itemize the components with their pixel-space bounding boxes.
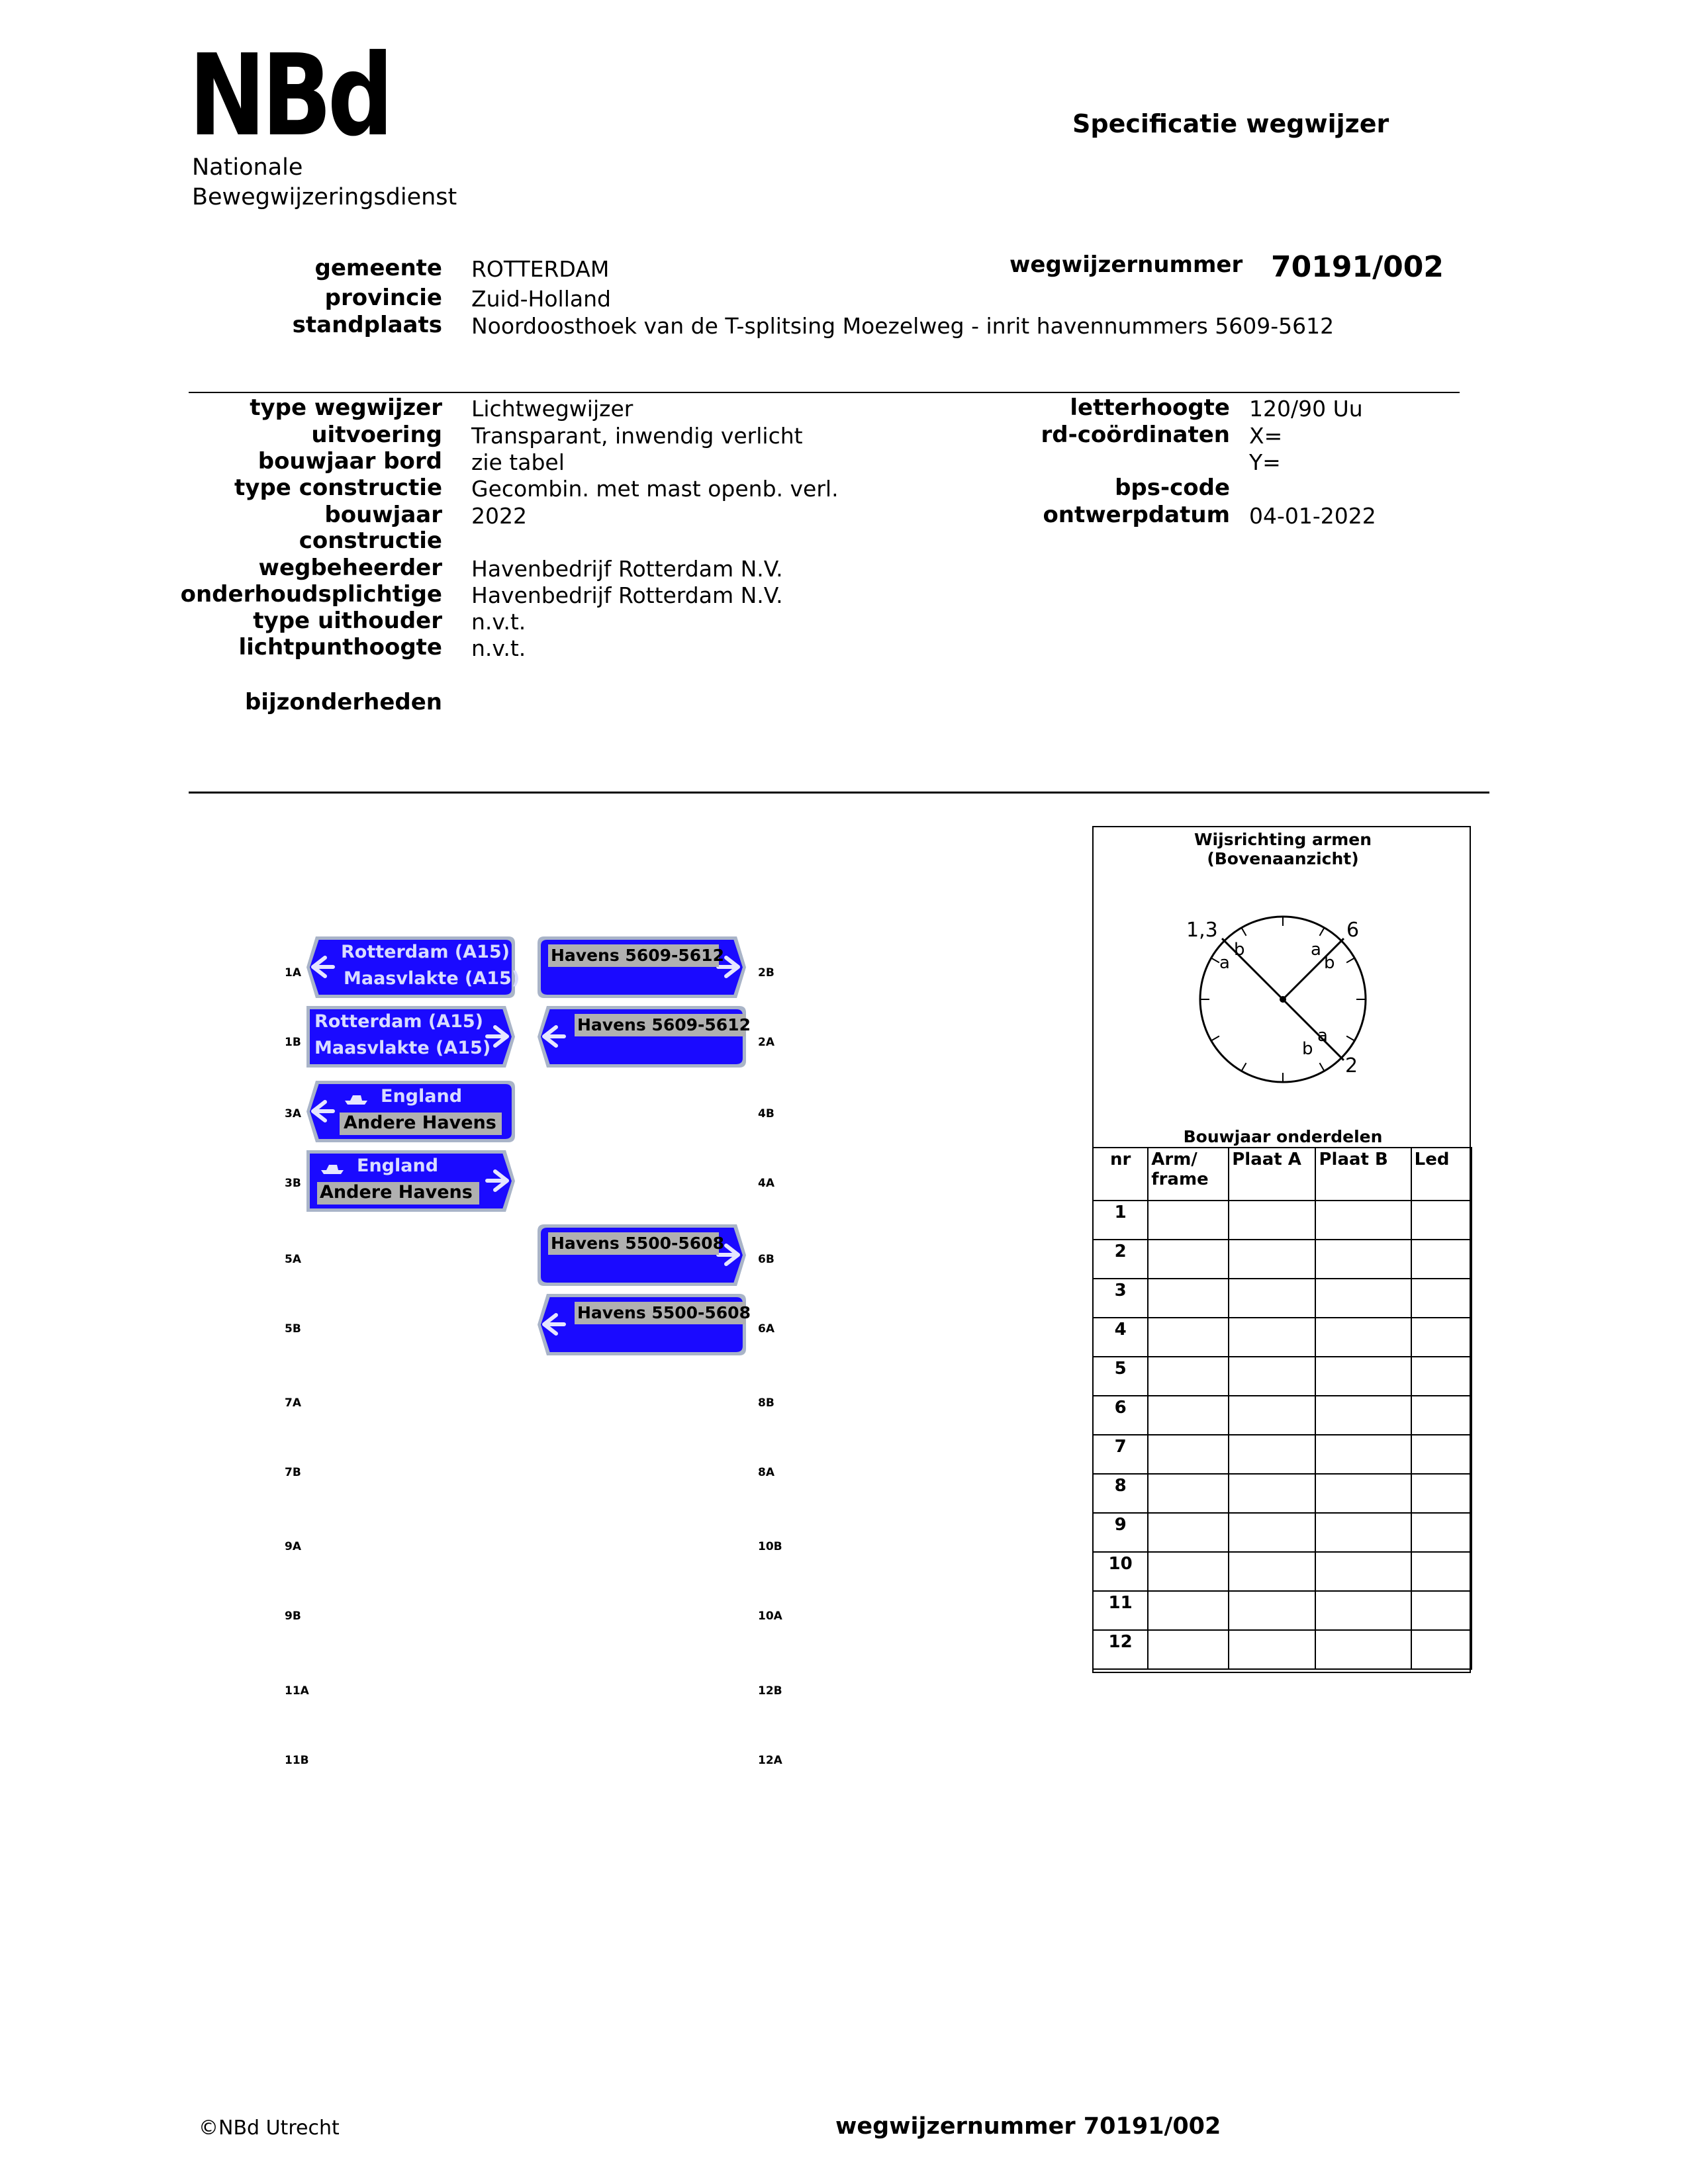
table-row — [1093, 1552, 1472, 1591]
sign-slot-label: 8A — [758, 1466, 774, 1479]
spec-label: onderhoudsplichtige — [180, 581, 442, 608]
provincie-value: Zuid-Holland — [471, 286, 611, 312]
sign-line-2: Andere Havens — [320, 1182, 473, 1203]
table-cell[interactable] — [1315, 1318, 1411, 1357]
sign-slot-label: 12B — [758, 1684, 782, 1698]
table-cell[interactable] — [1148, 1513, 1229, 1552]
table-cell[interactable] — [1148, 1279, 1229, 1318]
sign-slot-label: 12A — [758, 1754, 782, 1767]
table-cell[interactable] — [1148, 1396, 1229, 1435]
row-number: 8 — [1093, 1474, 1148, 1513]
sign-slot-label: 2A — [758, 1036, 774, 1049]
table-cell[interactable] — [1229, 1357, 1315, 1396]
spec-label: type wegwijzer — [250, 394, 442, 421]
table-cell[interactable] — [1315, 1201, 1411, 1240]
sign-slot-label: 4B — [758, 1107, 774, 1120]
table-header-cell: nr — [1093, 1148, 1148, 1201]
sign-line-1: Rotterdam (A15) — [314, 1011, 484, 1032]
table-header-cell: Plaat A — [1229, 1148, 1315, 1201]
panel-title-2: (Bovenaanzicht) — [1207, 849, 1359, 868]
spec-label: uitvoering — [311, 422, 442, 448]
arm-6-b: b — [1324, 953, 1335, 973]
sign-s6a — [538, 1294, 751, 1355]
spec-value: zie tabel — [471, 449, 565, 475]
sign-s3a — [306, 1081, 515, 1142]
sign-slot-label: 7A — [285, 1396, 301, 1410]
table-cell[interactable] — [1315, 1279, 1411, 1318]
spec-right-value: 04-01-2022 — [1249, 503, 1376, 529]
table-cell[interactable] — [1411, 1591, 1472, 1630]
spec-label: wegbeheerder — [258, 555, 442, 581]
sign-slot-label: 2B — [758, 966, 774, 979]
table-title: Bouwjaar onderdelen — [1183, 1127, 1383, 1146]
table-cell[interactable] — [1229, 1474, 1315, 1513]
spec-label: bouwjaar — [324, 502, 442, 528]
spec-value: Gecombin. met mast openb. verl. — [471, 476, 839, 502]
divider-bottom — [189, 792, 1489, 794]
table-row — [1093, 1357, 1472, 1396]
arm-2-b: b — [1302, 1039, 1313, 1059]
table-cell[interactable] — [1411, 1552, 1472, 1591]
table-cell[interactable] — [1229, 1201, 1315, 1240]
provincie-label: provincie — [324, 285, 442, 311]
table-cell[interactable] — [1229, 1279, 1315, 1318]
table-row — [1093, 1279, 1472, 1318]
arm-label-6: 6 — [1346, 919, 1360, 942]
sign-slot-label: 8B — [758, 1396, 774, 1410]
sign-line-1: England — [381, 1086, 463, 1107]
sign-slot-label: 6A — [758, 1322, 774, 1336]
gemeente-value: ROTTERDAM — [471, 256, 610, 282]
divider-top — [189, 392, 1460, 393]
table-cell[interactable] — [1229, 1318, 1315, 1357]
row-number: 1 — [1093, 1201, 1148, 1240]
spec-right-value: 120/90 Uu — [1249, 396, 1363, 422]
row-number: 9 — [1093, 1513, 1148, 1552]
table-cell[interactable] — [1148, 1591, 1229, 1630]
spec-right-label: rd-coördinaten — [1041, 422, 1230, 448]
table-cell[interactable] — [1229, 1396, 1315, 1435]
table-row — [1093, 1513, 1472, 1552]
sign-line-2: Andere Havens — [344, 1113, 496, 1133]
table-cell[interactable] — [1411, 1396, 1472, 1435]
sign-s3b — [306, 1150, 515, 1212]
footer-number: wegwijzernummer 70191/002 — [835, 2113, 1221, 2140]
table-cell[interactable] — [1148, 1474, 1229, 1513]
spec-label: constructie — [299, 527, 442, 554]
sign-slot-label: 11A — [285, 1684, 309, 1698]
document-title: Specificatie wegwijzer — [1072, 109, 1389, 138]
table-row — [1093, 1630, 1472, 1669]
sign-slot-label: 5B — [285, 1322, 301, 1336]
arm-label-1-3: 1,3 — [1186, 919, 1218, 942]
sign-slot-label: 3B — [285, 1177, 301, 1190]
row-number: 7 — [1093, 1435, 1148, 1474]
table-cell[interactable] — [1148, 1552, 1229, 1591]
sign-slot-label: 9B — [285, 1610, 301, 1623]
spec-label: bouwjaar bord — [258, 448, 442, 475]
bouwjaar-table — [1092, 1147, 1472, 1670]
standplaats-label: standplaats — [292, 312, 442, 338]
table-cell[interactable] — [1148, 1435, 1229, 1474]
table-row — [1093, 1396, 1472, 1435]
direction-diagram — [1094, 827, 1472, 1092]
sign-slot-label: 5A — [285, 1253, 301, 1266]
spec-right-label: letterhoogte — [1070, 394, 1230, 421]
table-cell[interactable] — [1229, 1435, 1315, 1474]
table-cell[interactable] — [1411, 1201, 1472, 1240]
table-row — [1093, 1318, 1472, 1357]
table-cell[interactable] — [1411, 1240, 1472, 1279]
table-cell[interactable] — [1315, 1513, 1411, 1552]
sign-s1a — [306, 936, 520, 998]
wegwijzernummer-value: 70191/002 — [1271, 250, 1444, 284]
row-number: 12 — [1093, 1630, 1148, 1669]
table-cell[interactable] — [1229, 1513, 1315, 1552]
table-cell[interactable] — [1411, 1279, 1472, 1318]
row-number: 2 — [1093, 1240, 1148, 1279]
arm-label-2: 2 — [1345, 1054, 1358, 1077]
wegwijzernummer-label: wegwijzernummer — [1009, 251, 1243, 278]
table-cell[interactable] — [1315, 1552, 1411, 1591]
logo-line-2: Bewegwijzeringsdienst — [192, 184, 457, 210]
table-cell[interactable] — [1148, 1201, 1229, 1240]
spec-label: lichtpunthoogte — [238, 634, 442, 660]
table-cell[interactable] — [1315, 1435, 1411, 1474]
sign-slot-label: 10B — [758, 1540, 782, 1553]
table-cell[interactable] — [1229, 1591, 1315, 1630]
standplaats-value: Noordoosthoek van de T-splitsing Moezelweg - inrit havennummers 5609-5612 — [471, 313, 1335, 339]
table-cell[interactable] — [1315, 1357, 1411, 1396]
table-cell[interactable] — [1148, 1318, 1229, 1357]
sign-slot-label: 4A — [758, 1177, 774, 1190]
table-row — [1093, 1201, 1472, 1240]
table-cell[interactable] — [1229, 1552, 1315, 1591]
table-cell[interactable] — [1411, 1357, 1472, 1396]
gemeente-label: gemeente — [314, 255, 442, 281]
sign-s2b — [538, 936, 746, 998]
sign-line-2: Maasvlakte (A15) — [314, 1038, 491, 1058]
table-cell[interactable] — [1411, 1513, 1472, 1552]
spec-value: n.v.t. — [471, 609, 526, 635]
row-number: 4 — [1093, 1318, 1148, 1357]
table-cell[interactable] — [1411, 1435, 1472, 1474]
spec-value: Havenbedrijf Rotterdam N.V. — [471, 582, 783, 608]
spec-right-value: X= — [1249, 423, 1283, 449]
arm-1-a: a — [1219, 953, 1230, 973]
table-cell[interactable] — [1315, 1630, 1411, 1669]
sign-line-1: Rotterdam (A15) — [341, 942, 510, 962]
sign-slot-label: 3A — [285, 1107, 301, 1120]
logo-line-1: Nationale — [192, 154, 303, 181]
footer-copyright: ©NBd Utrecht — [199, 2116, 340, 2140]
table-cell[interactable] — [1229, 1240, 1315, 1279]
sign-line-1: Havens 5500-5608 — [577, 1303, 751, 1322]
sign-s1b — [306, 1006, 515, 1068]
table-cell[interactable] — [1148, 1630, 1229, 1669]
sign-slot-label: 6B — [758, 1253, 774, 1266]
table-row — [1093, 1240, 1472, 1279]
table-cell[interactable] — [1411, 1630, 1472, 1669]
table-cell[interactable] — [1315, 1591, 1411, 1630]
sign-line-1: England — [357, 1156, 439, 1176]
table-cell[interactable] — [1148, 1357, 1229, 1396]
table-cell[interactable] — [1229, 1630, 1315, 1669]
spec-right-value: Y= — [1249, 449, 1281, 475]
spec-right-label: bps-code — [1115, 475, 1230, 501]
row-number: 5 — [1093, 1357, 1148, 1396]
table-cell[interactable] — [1148, 1240, 1229, 1279]
table-cell[interactable] — [1411, 1474, 1472, 1513]
sign-line-1: Havens 5609-5612 — [551, 946, 724, 965]
sign-s6b — [538, 1224, 746, 1286]
arm-6-a: a — [1311, 940, 1321, 960]
arm-1-b: b — [1234, 940, 1245, 960]
nbd-logo-mark: NBd — [189, 30, 390, 161]
bijzonderheden-label: bijzonderheden — [244, 689, 442, 715]
row-number: 3 — [1093, 1279, 1148, 1318]
table-cell[interactable] — [1411, 1318, 1472, 1357]
table-header-row — [1093, 1148, 1472, 1201]
row-number: 6 — [1093, 1396, 1148, 1435]
table-header-cell: Arm/ frame — [1148, 1148, 1229, 1201]
sign-s2a — [538, 1006, 751, 1068]
sign-slot-label: 7B — [285, 1466, 301, 1479]
row-number: 10 — [1093, 1552, 1148, 1591]
sign-slot-label: 9A — [285, 1540, 301, 1553]
table-header-cell: Plaat B — [1315, 1148, 1411, 1201]
sign-slot-label: 1A — [285, 966, 301, 979]
table-row — [1093, 1474, 1472, 1513]
spec-value: 2022 — [471, 503, 527, 529]
sign-slot-label: 10A — [758, 1610, 782, 1623]
spec-label: type uithouder — [253, 608, 442, 634]
table-row — [1093, 1591, 1472, 1630]
sign-line-1: Havens 5609-5612 — [577, 1015, 751, 1034]
spec-value: n.v.t. — [471, 635, 526, 661]
spec-label: type constructie — [234, 475, 442, 501]
table-cell[interactable] — [1315, 1240, 1411, 1279]
compass-circle — [1200, 917, 1366, 1082]
spec-value: Havenbedrijf Rotterdam N.V. — [471, 556, 783, 582]
spec-value: Lichtwegwijzer — [471, 396, 633, 422]
table-cell[interactable] — [1315, 1396, 1411, 1435]
sign-slot-label: 1B — [285, 1036, 301, 1049]
sign-line-2: Maasvlakte (A15) — [344, 968, 520, 989]
arm-2-a: a — [1317, 1026, 1328, 1046]
table-row — [1093, 1435, 1472, 1474]
sign-slot-label: 11B — [285, 1754, 309, 1767]
spec-value: Transparant, inwendig verlicht — [471, 423, 803, 449]
sign-line-1: Havens 5500-5608 — [551, 1234, 724, 1253]
spec-right-label: ontwerpdatum — [1043, 502, 1230, 528]
table-cell[interactable] — [1315, 1474, 1411, 1513]
panel-title-1: Wijsrichting armen — [1194, 830, 1372, 849]
table-header-cell: Led — [1411, 1148, 1472, 1201]
row-number: 11 — [1093, 1591, 1148, 1630]
